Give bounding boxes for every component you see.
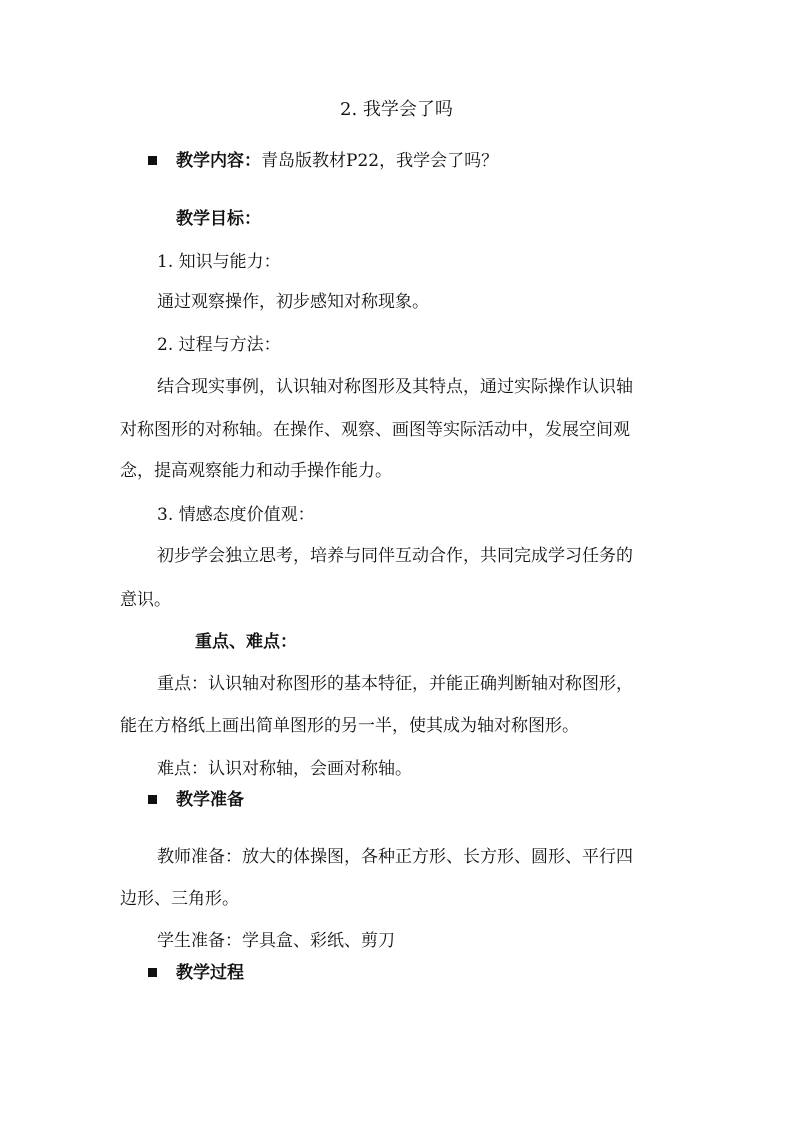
objective-1-heading: 1. 知识与能力： bbox=[157, 252, 281, 272]
teacher-prep-line-2: 边形、三角形。 bbox=[120, 889, 239, 909]
teacher-prep-line-1: 教师准备：放大的体操图，各种正方形、长方形、圆形、平行四 bbox=[157, 847, 633, 867]
difficulty-line: 难点：认识对称轴，会画对称轴。 bbox=[157, 759, 412, 779]
objective-3-line-2: 意识。 bbox=[120, 590, 171, 610]
objective-1-text: 通过观察操作，初步感知对称现象。 bbox=[157, 292, 429, 312]
teaching-content-text: 青岛版教材P22，我学会了吗？ bbox=[261, 151, 499, 171]
objective-2-heading: 2. 过程与方法： bbox=[157, 335, 281, 355]
process-heading: 教学过程 bbox=[176, 963, 244, 983]
objective-2-line-3: 念，提高观察能力和动手操作能力。 bbox=[120, 461, 392, 481]
lesson-title: 2. 我学会了吗 bbox=[340, 99, 453, 120]
bullet-square-icon bbox=[148, 795, 157, 804]
preparation-heading: 教学准备 bbox=[176, 790, 244, 810]
focus-line-2: 能在方格纸上画出简单图形的另一半，使其成为轴对称图形。 bbox=[120, 716, 579, 736]
key-points-heading: 重点、难点： bbox=[195, 632, 297, 652]
student-prep-line: 学生准备：学具盒、彩纸、剪刀 bbox=[157, 931, 395, 951]
bullet-square-icon bbox=[148, 968, 157, 977]
teaching-content bbox=[176, 150, 498, 172]
bullet-square-icon bbox=[148, 156, 157, 165]
objective-3-line-1: 初步学会独立思考，培养与同伴互动合作，共同完成学习任务的 bbox=[157, 546, 633, 566]
focus-line-1: 重点：认识轴对称图形的基本特征，并能正确判断轴对称图形， bbox=[157, 674, 633, 694]
objective-2-line-2: 对称图形的对称轴。在操作、观察、画图等实际活动中，发展空间观 bbox=[120, 420, 630, 440]
teaching-content-label: 教学内容： bbox=[176, 151, 261, 171]
objective-3-heading: 3. 情感态度价值观： bbox=[157, 505, 315, 525]
objective-2-line-1: 结合现实事例，认识轴对称图形及其特点，通过实际操作认识轴 bbox=[157, 377, 633, 397]
objectives-heading: 教学目标： bbox=[176, 209, 261, 229]
